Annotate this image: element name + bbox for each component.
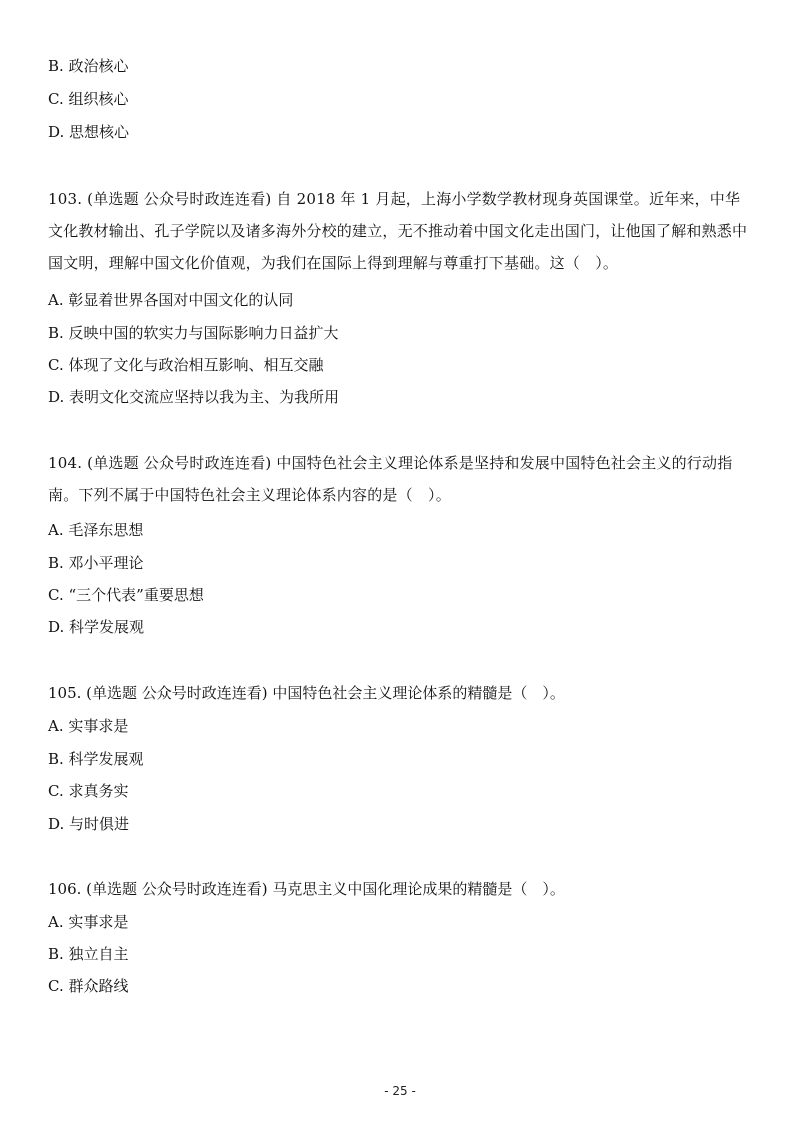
question-105-option-b: B. 科学发展观 xyxy=(48,750,144,768)
question-103-stem: 103. (单选题 公众号时政连连看) 自 2018 年 1 月起，上海小学数学教材现身英国课堂。近年来，中华文化教材输出、孔子学院以及诸多海外分校的建立，无不推动着中国文化走出国门，让他国了解和熟悉中国文明，理解中国文化价值观，为我们在国际上得到理解与尊重打下基础。这（ ）。 xyxy=(48,190,748,272)
question-104-option-c: C. “三个代表”重要思想 xyxy=(48,586,204,604)
question-106-option-c: C. 群众路线 xyxy=(48,977,129,995)
question-103-option-d: D. 表明文化交流应坚持以我为主、为我所用 xyxy=(48,388,340,406)
prev-option-b: B. 政治核心 xyxy=(48,57,129,75)
question-105-stem: 105. (单选题 公众号时政连连看) 中国特色社会主义理论体系的精髓是（ ）。 xyxy=(48,684,565,702)
question-105-option-c: C. 求真务实 xyxy=(48,782,129,800)
prev-option-c: C. 组织核心 xyxy=(48,90,129,108)
question-104-option-d: D. 科学发展观 xyxy=(48,618,145,636)
question-103-option-a: A. 彰显着世界各国对中国文化的认同 xyxy=(48,291,294,309)
question-105-option-a: A. 实事求是 xyxy=(48,717,129,735)
page-number: - 25 - xyxy=(384,1084,416,1098)
question-103-option-b: B. 反映中国的软实力与国际影响力日益扩大 xyxy=(48,324,339,342)
question-106-stem: 106. (单选题 公众号时政连连看) 马克思主义中国化理论成果的精髓是（ ）。 xyxy=(48,880,565,898)
question-104-option-a: A. 毛泽东思想 xyxy=(48,521,144,539)
question-104-stem: 104. (单选题 公众号时政连连看) 中国特色社会主义理论体系是坚持和发展中国特色社会主义的行动指南。下列不属于中国特色社会主义理论体系内容的是（ ）。 xyxy=(48,454,733,504)
question-106-option-a: A. 实事求是 xyxy=(48,913,129,931)
question-105-option-d: D. 与时俱进 xyxy=(48,815,130,833)
question-106-option-b: B. 独立自主 xyxy=(48,945,129,963)
question-104-option-b: B. 邓小平理论 xyxy=(48,554,144,572)
question-103-option-c: C. 体现了文化与政治相互影响、相互交融 xyxy=(48,356,324,374)
prev-option-d: D. 思想核心 xyxy=(48,123,130,141)
